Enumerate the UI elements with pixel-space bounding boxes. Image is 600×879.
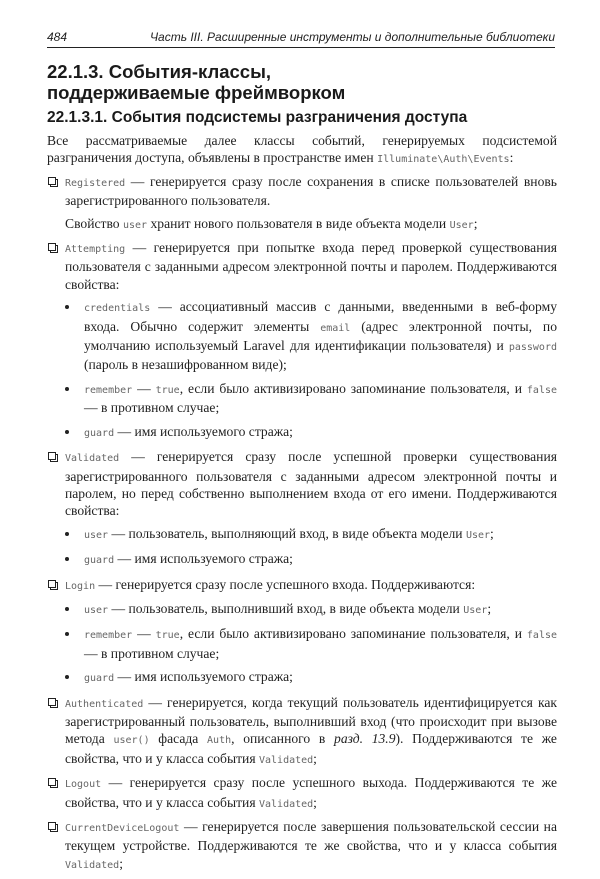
event-description: фасада bbox=[158, 731, 199, 747]
intro-paragraph bbox=[47, 132, 557, 169]
bullet-dot-icon bbox=[65, 430, 69, 434]
bullet-credentials bbox=[47, 298, 557, 374]
prop-text: , если было активизировано запоминание пользователя, и bbox=[179, 380, 522, 396]
punct: ; bbox=[487, 600, 492, 616]
event-description: — генерируется сразу после успешного входа. Поддерживаются: bbox=[98, 576, 476, 592]
bullet-dot-icon bbox=[65, 675, 69, 679]
bullet-dot-icon bbox=[65, 305, 69, 309]
facade-code: Auth bbox=[207, 735, 232, 747]
prop-text: — имя используемого стража; bbox=[117, 423, 293, 439]
checkbox-bullet-icon bbox=[48, 452, 56, 460]
prop-text: Свойство bbox=[65, 215, 120, 231]
event-description: — генерируется сразу после успешной проверки существования зарегистрированного пользователя с заданными адресом электронной почты и паролем, но перед собственно выполнением входа от его имени. Поддерживаются свойства: bbox=[65, 449, 557, 519]
prop-text: хранит нового пользователя в виде объекта модели bbox=[150, 215, 447, 231]
punct: ; bbox=[490, 525, 494, 541]
section-heading-line2: поддерживаемые фреймворком bbox=[47, 82, 346, 103]
bullet-user bbox=[47, 525, 557, 544]
event-name: Authenticated bbox=[65, 698, 144, 710]
event-description: — генерируется после завершения пользовательской сессии на текущем устройстве. Поддерживаются те же свойства, что и у класса события bbox=[65, 819, 557, 854]
part-title: Часть III. Расширенные инструменты и дополнительные библиотеки bbox=[149, 30, 555, 44]
class-code: Validated bbox=[258, 754, 314, 766]
class-code: Validated bbox=[258, 798, 314, 810]
event-description: — генерируется сразу после сохранения в списке пользователей вновь зарегистрированного пользователя. bbox=[65, 173, 557, 209]
bullet-guard bbox=[47, 668, 557, 687]
bullet-dot-icon bbox=[65, 387, 69, 391]
section-heading bbox=[47, 61, 547, 103]
punct: ; bbox=[473, 215, 478, 231]
bullet-dot-icon bbox=[65, 632, 69, 636]
prop-code: remember bbox=[84, 630, 133, 642]
prop-code: credentials bbox=[84, 303, 151, 315]
prop-code: user bbox=[84, 529, 109, 541]
method-code: user() bbox=[113, 735, 150, 747]
list-item-attempting bbox=[47, 239, 557, 293]
prop-code: user bbox=[84, 604, 109, 616]
list-item-registered bbox=[47, 173, 557, 210]
section-heading-line1: 22.1.3. События-классы, bbox=[47, 61, 272, 82]
checkbox-bullet-icon bbox=[48, 580, 56, 588]
prop-text: (адрес электронной почты, по умолчанию используемый Laravel для идентификации пользователя) и bbox=[84, 318, 558, 354]
prop-text: — в противном случае; bbox=[84, 400, 220, 416]
body-text bbox=[47, 132, 557, 879]
class-code: Validated bbox=[65, 859, 120, 871]
prop-code: password bbox=[508, 342, 557, 354]
list-item-login bbox=[47, 576, 557, 595]
event-description: — генерируется, когда текущий пользователь идентифицируется как зарегистрированный пользователь, выполнивший вход (что происходит при вызове метода bbox=[65, 694, 557, 747]
prop-text: — пользователь, выполняющий вход, в виде объекта модели bbox=[111, 525, 463, 541]
event-description: ). Поддерживаются те же свойства, что и у класса события bbox=[65, 731, 557, 766]
running-header bbox=[47, 29, 555, 48]
prop-code: guard bbox=[84, 673, 115, 685]
prop-text: — имя используемого стража; bbox=[117, 551, 293, 567]
prop-text: — bbox=[137, 626, 151, 642]
model-code: User bbox=[465, 529, 491, 541]
bullet-dot-icon bbox=[65, 607, 69, 611]
bullet-guard bbox=[47, 423, 557, 442]
punct: ; bbox=[119, 855, 123, 871]
prop-text: , если было активизировано запоминание пользователя, и bbox=[179, 626, 522, 642]
subsection-heading: 22.1.3.1. События подсистемы разграничения доступа bbox=[47, 109, 468, 126]
registered-property bbox=[47, 215, 557, 234]
bullet-dot-icon bbox=[65, 532, 69, 536]
checkbox-bullet-icon bbox=[48, 778, 56, 786]
bullet-remember bbox=[47, 625, 557, 662]
event-name: Registered bbox=[65, 177, 126, 189]
bullet-dot-icon bbox=[65, 557, 69, 561]
bullet-remember bbox=[47, 380, 557, 417]
event-name: Logout bbox=[65, 779, 102, 791]
event-name: Validated bbox=[65, 453, 120, 465]
punct: ; bbox=[313, 794, 317, 810]
event-description: — генерируется сразу после успешного выхода. Поддерживаются те же свойства, что и у класса события bbox=[65, 775, 557, 810]
model-code: User bbox=[449, 219, 474, 231]
checkbox-bullet-icon bbox=[48, 243, 56, 251]
namespace-code: Illuminate\Auth\Events bbox=[377, 154, 510, 166]
event-description: , описанного в bbox=[231, 731, 326, 747]
section-reference: разд. 13.9 bbox=[334, 731, 396, 747]
bullet-guard bbox=[47, 550, 557, 569]
prop-text: — пользователь, выполнивший вход, в виде объекта модели bbox=[111, 600, 460, 616]
event-name: Attempting bbox=[65, 244, 126, 256]
event-description: — генерируется при попытке входа перед проверкой существования пользователя с заданными адресом электронной почты и паролем. Поддерживаются свойства: bbox=[65, 240, 557, 292]
list-item-validated bbox=[47, 448, 557, 520]
model-code: User bbox=[463, 604, 488, 616]
list-item-current-device-logout bbox=[47, 818, 557, 874]
prop-code: false bbox=[526, 630, 558, 642]
list-item-authenticated bbox=[47, 694, 557, 770]
intro-end: : bbox=[509, 150, 514, 166]
page-number: 484 bbox=[47, 30, 68, 44]
prop-code: email bbox=[320, 322, 351, 334]
prop-text: — в противном случае; bbox=[84, 645, 220, 661]
bullet-user bbox=[47, 600, 557, 619]
checkbox-bullet-icon bbox=[48, 698, 56, 706]
checkbox-bullet-icon bbox=[48, 177, 56, 185]
event-name: Login bbox=[65, 580, 96, 592]
prop-code: user bbox=[122, 219, 148, 231]
prop-text: (пароль в незашифрованном виде); bbox=[84, 357, 287, 373]
prop-code: guard bbox=[84, 555, 115, 567]
prop-code: true bbox=[155, 630, 180, 642]
intro-text: Все рассматриваемые далее классы событий, генерируемых подсистемой разграничения доступа, объявлены в пространстве имен bbox=[47, 133, 557, 166]
event-name: CurrentDeviceLogout bbox=[65, 823, 180, 834]
prop-code: remember bbox=[84, 384, 133, 396]
list-item-logout bbox=[47, 774, 557, 813]
prop-text: — имя используемого стража; bbox=[117, 669, 293, 685]
prop-text: — ассоциативный массив с данными, введенными в веб-форму входа. Обычно содержит элементы bbox=[84, 299, 557, 334]
prop-code: false bbox=[526, 384, 558, 396]
checkbox-bullet-icon bbox=[48, 822, 56, 830]
prop-code: guard bbox=[84, 427, 115, 439]
prop-code: true bbox=[155, 384, 180, 396]
punct: ; bbox=[313, 750, 317, 766]
prop-text: — bbox=[137, 380, 151, 396]
